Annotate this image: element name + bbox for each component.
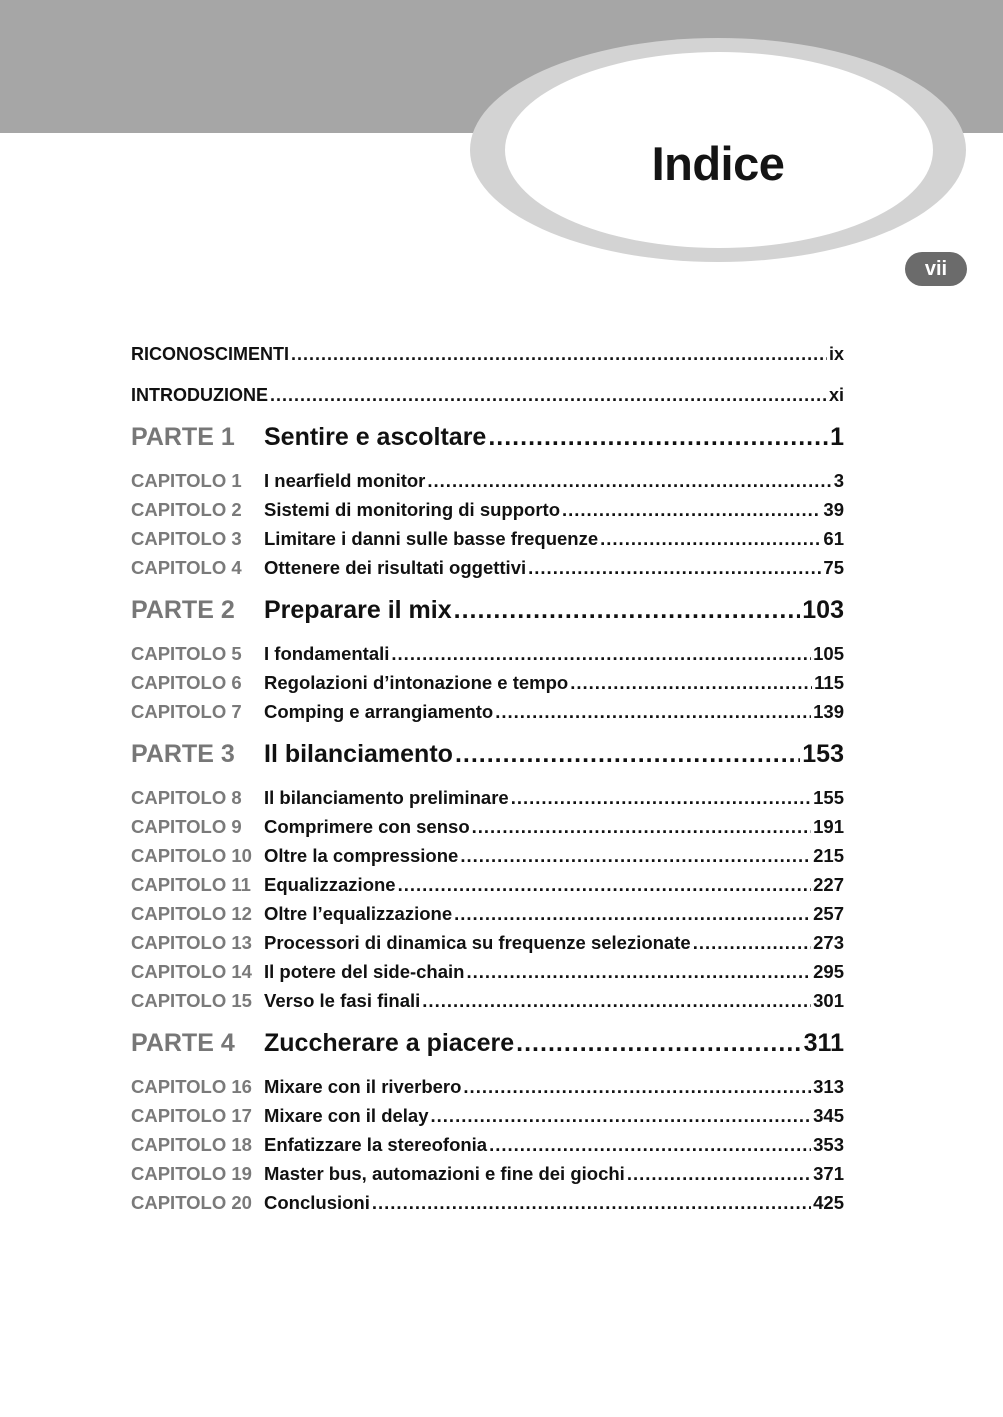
leader-dots bbox=[431, 1104, 812, 1128]
toc-chapter[interactable] bbox=[131, 989, 844, 1013]
toc-chapter[interactable] bbox=[131, 1075, 844, 1099]
chapter-page: 227 bbox=[813, 874, 844, 895]
leader-dots bbox=[455, 738, 800, 770]
toc-chapter[interactable] bbox=[131, 1104, 844, 1128]
toc-chapter[interactable] bbox=[131, 642, 844, 666]
leader-dots bbox=[466, 960, 811, 984]
leader-dots bbox=[488, 421, 828, 453]
chapter-page: 313 bbox=[813, 1076, 844, 1097]
toc-entry-front[interactable] bbox=[131, 383, 844, 407]
chapter-title: Mixare con il riverbero bbox=[264, 1076, 462, 1097]
chapter-title: Processori di dinamica su frequenze selezionate bbox=[264, 932, 691, 953]
toc-chapter[interactable] bbox=[131, 1191, 844, 1215]
chapter-page: 115 bbox=[814, 672, 844, 693]
chapter-title: Oltre l’equalizzazione bbox=[264, 903, 453, 924]
part-title: Preparare il mix bbox=[264, 596, 452, 624]
chapter-label: CAPITOLO 17 bbox=[131, 1105, 252, 1126]
leader-dots bbox=[398, 873, 812, 897]
chapter-title: Limitare i danni sulle basse frequenze bbox=[264, 528, 599, 549]
part-title: Sentire e ascoltare bbox=[264, 423, 487, 451]
leader-dots bbox=[463, 1075, 811, 1099]
leader-dots bbox=[627, 1162, 811, 1186]
toc-chapter[interactable] bbox=[131, 700, 844, 724]
chapter-title: Mixare con il delay bbox=[264, 1105, 429, 1126]
leader-dots bbox=[391, 642, 811, 666]
chapter-label: CAPITOLO 7 bbox=[131, 701, 242, 722]
chapter-title: Comping e arrangiamento bbox=[264, 701, 494, 722]
toc-entry-title: RICONOSCIMENTI bbox=[131, 344, 290, 364]
chapter-label: CAPITOLO 2 bbox=[131, 499, 242, 520]
toc-chapter[interactable] bbox=[131, 1133, 844, 1157]
chapter-label: CAPITOLO 18 bbox=[131, 1134, 252, 1155]
chapter-page: 105 bbox=[813, 643, 844, 664]
part-page: 311 bbox=[803, 1029, 844, 1057]
page-title: Indice bbox=[651, 137, 785, 190]
part-title: Il bilanciamento bbox=[264, 740, 453, 768]
chapter-page: 139 bbox=[813, 701, 844, 722]
leader-dots bbox=[562, 498, 821, 522]
leader-dots bbox=[422, 989, 811, 1013]
toc-chapter[interactable] bbox=[131, 1162, 844, 1186]
chapter-label: CAPITOLO 9 bbox=[131, 816, 242, 837]
toc-chapter[interactable] bbox=[131, 844, 844, 868]
chapter-label: CAPITOLO 13 bbox=[131, 932, 252, 953]
chapter-title: I fondamentali bbox=[264, 643, 390, 664]
chapter-label: CAPITOLO 12 bbox=[131, 903, 252, 924]
chapter-page: 155 bbox=[813, 787, 844, 808]
chapter-label: CAPITOLO 19 bbox=[131, 1163, 252, 1184]
leader-dots bbox=[427, 469, 831, 493]
chapter-label: CAPITOLO 11 bbox=[131, 874, 251, 895]
page-number-badge: vii bbox=[905, 252, 967, 286]
part-page: 103 bbox=[802, 596, 844, 624]
chapter-label: CAPITOLO 3 bbox=[131, 528, 242, 549]
chapter-page: 345 bbox=[813, 1105, 844, 1126]
leader-dots bbox=[270, 383, 827, 407]
leader-dots bbox=[454, 594, 801, 626]
toc-chapter[interactable] bbox=[131, 873, 844, 897]
toc-chapter[interactable] bbox=[131, 931, 844, 955]
toc-part[interactable] bbox=[131, 421, 844, 453]
toc-entry-front[interactable] bbox=[131, 342, 844, 366]
toc-chapter[interactable] bbox=[131, 671, 844, 695]
part-label: PARTE 1 bbox=[131, 423, 235, 451]
chapter-label: CAPITOLO 10 bbox=[131, 845, 252, 866]
leader-dots bbox=[693, 931, 811, 955]
chapter-title: Oltre la compressione bbox=[264, 845, 459, 866]
leader-dots bbox=[460, 844, 811, 868]
chapter-page: 61 bbox=[823, 528, 844, 549]
chapter-title: Verso le fasi finali bbox=[264, 990, 421, 1011]
chapter-title: Il bilanciamento preliminare bbox=[264, 787, 509, 808]
leader-dots bbox=[472, 815, 812, 839]
chapter-title: Comprimere con senso bbox=[264, 816, 470, 837]
leader-dots bbox=[291, 342, 827, 366]
leader-dots bbox=[511, 786, 811, 810]
chapter-label: CAPITOLO 1 bbox=[131, 470, 242, 491]
leader-dots bbox=[516, 1027, 802, 1059]
toc-chapter[interactable] bbox=[131, 498, 844, 522]
chapter-title: Conclusioni bbox=[264, 1192, 370, 1213]
chapter-label: CAPITOLO 14 bbox=[131, 961, 252, 982]
leader-dots bbox=[489, 1133, 811, 1157]
chapter-label: CAPITOLO 16 bbox=[131, 1076, 252, 1097]
chapter-title: Equalizzazione bbox=[264, 874, 396, 895]
part-label: PARTE 2 bbox=[131, 596, 235, 624]
toc-chapter[interactable] bbox=[131, 469, 844, 493]
chapter-title: Ottenere dei risultati oggettivi bbox=[264, 557, 527, 578]
chapter-page: 425 bbox=[813, 1192, 844, 1213]
chapter-label: CAPITOLO 8 bbox=[131, 787, 242, 808]
chapter-label: CAPITOLO 20 bbox=[131, 1192, 252, 1213]
chapter-page: 191 bbox=[813, 816, 844, 837]
chapter-title: Regolazioni d’intonazione e tempo bbox=[264, 672, 569, 693]
part-page: 153 bbox=[802, 740, 844, 768]
toc-entry-title: INTRODUZIONE bbox=[131, 385, 268, 405]
toc-chapter[interactable] bbox=[131, 815, 844, 839]
toc-chapter[interactable] bbox=[131, 902, 844, 926]
chapter-page: 301 bbox=[813, 990, 844, 1011]
chapter-title: Enfatizzare la stereofonia bbox=[264, 1134, 488, 1155]
leader-dots bbox=[600, 527, 821, 551]
chapter-page: 75 bbox=[823, 557, 844, 578]
toc-entry-page: xi bbox=[828, 385, 844, 405]
chapter-page: 215 bbox=[813, 845, 844, 866]
chapter-page: 295 bbox=[813, 961, 844, 982]
chapter-label: CAPITOLO 5 bbox=[131, 643, 242, 664]
chapter-label: CAPITOLO 15 bbox=[131, 990, 252, 1011]
toc-chapter[interactable] bbox=[131, 527, 844, 551]
part-label: PARTE 4 bbox=[131, 1029, 235, 1057]
toc-chapter[interactable] bbox=[131, 556, 844, 580]
chapter-page: 353 bbox=[813, 1134, 844, 1155]
leader-dots bbox=[454, 902, 811, 926]
chapter-page: 273 bbox=[813, 932, 844, 953]
chapter-title: Il potere del side-chain bbox=[264, 961, 465, 982]
chapter-title: Master bus, automazioni e fine dei giochi bbox=[264, 1163, 625, 1184]
leader-dots bbox=[372, 1191, 811, 1215]
chapter-title: I nearfield monitor bbox=[264, 470, 426, 491]
toc-part[interactable] bbox=[131, 738, 844, 770]
part-label: PARTE 3 bbox=[131, 740, 235, 768]
chapter-page: 39 bbox=[823, 499, 844, 520]
leader-dots bbox=[495, 700, 811, 724]
leader-dots bbox=[570, 671, 812, 695]
chapter-page: 3 bbox=[833, 470, 844, 491]
toc-part[interactable] bbox=[131, 1027, 844, 1059]
part-title: Zuccherare a piacere bbox=[264, 1029, 515, 1057]
chapter-page: 257 bbox=[813, 903, 844, 924]
toc-chapter[interactable] bbox=[131, 786, 844, 810]
table-of-contents bbox=[131, 0, 844, 1417]
chapter-page: 371 bbox=[813, 1163, 844, 1184]
chapter-label: CAPITOLO 4 bbox=[131, 557, 242, 578]
toc-part[interactable] bbox=[131, 594, 844, 626]
chapter-label: CAPITOLO 6 bbox=[131, 672, 242, 693]
part-page: 1 bbox=[830, 423, 844, 451]
toc-entry-page: ix bbox=[828, 344, 844, 364]
toc-chapter[interactable] bbox=[131, 960, 844, 984]
chapter-title: Sistemi di monitoring di supporto bbox=[264, 499, 560, 520]
leader-dots bbox=[528, 556, 821, 580]
